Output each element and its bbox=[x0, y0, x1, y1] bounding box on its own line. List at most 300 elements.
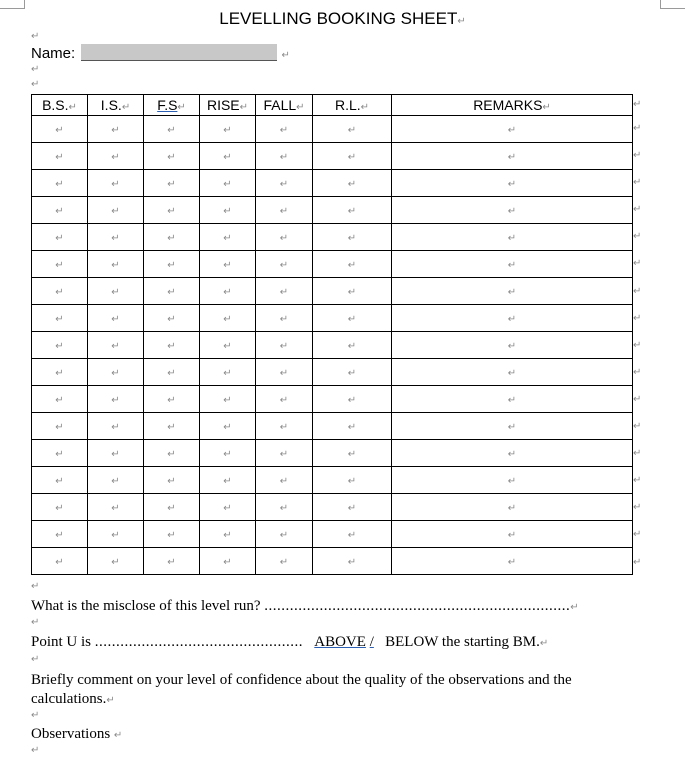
paragraph-mark-icon: ↵ bbox=[507, 449, 517, 460]
cell-rl[interactable] bbox=[313, 413, 392, 440]
paragraph-mark-icon: ↵ bbox=[347, 206, 357, 217]
paragraph-mark-icon: ↵ bbox=[111, 476, 120, 487]
table-row bbox=[32, 359, 633, 386]
paragraph-mark-icon: ↵ bbox=[31, 581, 40, 592]
paragraph-mark-icon: ↵ bbox=[347, 314, 357, 325]
paragraph-mark-icon: ↵ bbox=[279, 395, 289, 406]
cell-fs[interactable] bbox=[144, 548, 200, 575]
cell-fs[interactable] bbox=[144, 359, 200, 386]
row-end-mark-icon: ↵ bbox=[633, 448, 642, 460]
cell-rl[interactable] bbox=[313, 548, 392, 575]
paragraph-mark-icon: ↵ bbox=[347, 125, 357, 136]
row-end-mark-icon: ↵ bbox=[633, 502, 642, 514]
cell-rise[interactable] bbox=[200, 413, 256, 440]
cell-fs[interactable] bbox=[144, 521, 200, 548]
cell-is[interactable] bbox=[88, 440, 144, 467]
paragraph-mark-icon: ↵ bbox=[167, 152, 176, 163]
cell-bs[interactable] bbox=[32, 548, 88, 575]
name-row bbox=[31, 44, 290, 62]
cell-fs[interactable] bbox=[144, 197, 200, 224]
cell-is[interactable] bbox=[88, 467, 144, 494]
cell-fs[interactable] bbox=[144, 143, 200, 170]
paragraph-mark-icon: ↵ bbox=[111, 395, 120, 406]
cell-bs[interactable] bbox=[32, 278, 88, 305]
paragraph-mark-icon: ↵ bbox=[223, 287, 232, 298]
cell-rise[interactable] bbox=[200, 224, 256, 251]
paragraph-mark-icon: ↵ bbox=[279, 368, 289, 379]
row-end-mark-icon: ↵ bbox=[633, 393, 642, 405]
paragraph-mark-icon: ↵ bbox=[223, 125, 232, 136]
paragraph-mark-icon: ↵ bbox=[55, 449, 64, 460]
cell-fall[interactable] bbox=[256, 143, 313, 170]
cell-rise[interactable] bbox=[200, 359, 256, 386]
cell-rl[interactable] bbox=[313, 521, 392, 548]
column-header-remarks: REMARKS↵ bbox=[392, 95, 633, 116]
cell-is[interactable] bbox=[88, 170, 144, 197]
cell-is[interactable] bbox=[88, 494, 144, 521]
cell-remarks[interactable] bbox=[392, 386, 633, 413]
paragraph-mark-icon: ↵ bbox=[167, 368, 176, 379]
comment-question: Briefly comment on your level of confidence about the quality of the observations and the calculations.↵ bbox=[31, 672, 572, 707]
paragraph-mark-icon: ↵ bbox=[507, 287, 517, 298]
paragraph-mark-icon: ↵ bbox=[167, 179, 176, 190]
column-header-rl: R.L.↵ bbox=[313, 95, 392, 116]
paragraph-mark-icon: ↵ bbox=[55, 530, 64, 541]
table-row bbox=[32, 224, 633, 251]
paragraph-mark-icon: ↵ bbox=[55, 179, 64, 190]
paragraph-mark-icon: ↵ bbox=[55, 503, 64, 514]
paragraph-mark-icon: ↵ bbox=[507, 503, 517, 514]
cell-fs[interactable] bbox=[144, 116, 200, 143]
paragraph-mark-icon: ↵ bbox=[167, 395, 176, 406]
paragraph-mark-icon: ↵ bbox=[167, 557, 176, 568]
paragraph-mark-icon: ↵ bbox=[223, 449, 232, 460]
cell-remarks[interactable] bbox=[392, 467, 633, 494]
cell-bs[interactable] bbox=[32, 359, 88, 386]
cell-rl[interactable] bbox=[313, 116, 392, 143]
cell-is[interactable] bbox=[88, 197, 144, 224]
table-row bbox=[32, 251, 633, 278]
paragraph-mark-icon: ↵ bbox=[347, 152, 357, 163]
point-u-question: Point U is ................................................. ABOVE / BELOW the starting BM.↵ bbox=[31, 634, 549, 650]
cell-rl[interactable] bbox=[313, 467, 392, 494]
cell-fall[interactable] bbox=[256, 305, 313, 332]
cell-rise[interactable] bbox=[200, 386, 256, 413]
table-row bbox=[32, 467, 633, 494]
cell-rl[interactable] bbox=[313, 440, 392, 467]
cell-bs[interactable] bbox=[32, 494, 88, 521]
cell-rise[interactable] bbox=[200, 332, 256, 359]
cell-remarks[interactable] bbox=[392, 197, 633, 224]
paragraph-mark-icon: ↵ bbox=[507, 476, 517, 487]
paragraph-mark-icon: ↵ bbox=[347, 422, 357, 433]
cell-rl[interactable] bbox=[313, 224, 392, 251]
cell-fs[interactable] bbox=[144, 170, 200, 197]
paragraph-mark-icon: ↵ bbox=[167, 476, 176, 487]
column-header-rise: RISE↵ bbox=[200, 95, 256, 116]
paragraph-mark-icon: ↵ bbox=[347, 557, 357, 568]
cell-rl[interactable] bbox=[313, 332, 392, 359]
paragraph-mark-icon: ↵ bbox=[223, 422, 232, 433]
paragraph-mark-icon: ↵ bbox=[167, 260, 176, 271]
cell-rise[interactable] bbox=[200, 278, 256, 305]
cell-bs[interactable] bbox=[32, 440, 88, 467]
paragraph-mark-icon: ↵ bbox=[507, 341, 517, 352]
cell-rise[interactable] bbox=[200, 197, 256, 224]
cell-fall[interactable] bbox=[256, 278, 313, 305]
paragraph-mark-icon: ↵ bbox=[279, 449, 289, 460]
paragraph-mark-icon: ↵ bbox=[347, 449, 357, 460]
paragraph-mark-icon: ↵ bbox=[111, 260, 120, 271]
cell-is[interactable] bbox=[88, 116, 144, 143]
cell-bs[interactable] bbox=[32, 332, 88, 359]
table-row bbox=[32, 278, 633, 305]
paragraph-mark-icon: ↵ bbox=[31, 654, 40, 665]
row-end-mark-icon: ↵ bbox=[633, 258, 642, 270]
row-end-mark-icon: ↵ bbox=[633, 556, 642, 568]
table-row bbox=[32, 386, 633, 413]
paragraph-mark-icon: ↵ bbox=[507, 395, 517, 406]
paragraph-mark-icon: ↵ bbox=[167, 341, 176, 352]
cell-remarks[interactable] bbox=[392, 521, 633, 548]
cell-fs[interactable] bbox=[144, 305, 200, 332]
paragraph-mark-icon: ↵ bbox=[279, 125, 289, 136]
paragraph-mark-icon: ↵ bbox=[279, 341, 289, 352]
paragraph-mark-icon: ↵ bbox=[347, 260, 357, 271]
cell-fall[interactable] bbox=[256, 440, 313, 467]
cell-bs[interactable] bbox=[32, 521, 88, 548]
paragraph-mark-icon: ↵ bbox=[55, 152, 64, 163]
cell-rl[interactable] bbox=[313, 251, 392, 278]
paragraph-mark-icon: ↵ bbox=[111, 503, 120, 514]
paragraph-mark-icon: ↵ bbox=[31, 745, 40, 756]
paragraph-mark-icon: ↵ bbox=[111, 422, 120, 433]
paragraph-mark-icon: ↵ bbox=[223, 395, 232, 406]
cell-fs[interactable] bbox=[144, 467, 200, 494]
cell-rl[interactable] bbox=[313, 143, 392, 170]
cell-remarks[interactable] bbox=[392, 494, 633, 521]
paragraph-mark-icon: ↵ bbox=[167, 503, 176, 514]
paragraph-mark-icon: ↵ bbox=[507, 233, 517, 244]
paragraph-mark-icon: ↵ bbox=[279, 557, 289, 568]
paragraph-mark-icon: ↵ bbox=[279, 179, 289, 190]
cell-remarks[interactable] bbox=[392, 251, 633, 278]
table-row bbox=[32, 197, 633, 224]
paragraph-mark-icon: ↵ bbox=[223, 260, 232, 271]
row-end-mark-icon: ↵ bbox=[633, 204, 642, 216]
cell-remarks[interactable] bbox=[392, 278, 633, 305]
cell-bs[interactable] bbox=[32, 224, 88, 251]
paragraph-mark-icon: ↵ bbox=[167, 422, 176, 433]
name-label: Name: bbox=[31, 45, 76, 62]
paragraph-mark-icon: ↵ bbox=[347, 287, 357, 298]
cell-remarks[interactable] bbox=[392, 440, 633, 467]
paragraph-mark-icon: ↵ bbox=[457, 16, 466, 27]
paragraph-mark-icon: ↵ bbox=[279, 476, 289, 487]
paragraph-mark-icon: ↵ bbox=[55, 422, 64, 433]
row-end-mark-icon: ↵ bbox=[633, 339, 642, 351]
paragraph-mark-icon: ↵ bbox=[55, 314, 64, 325]
paragraph-mark-icon: ↵ bbox=[347, 476, 357, 487]
cell-fs[interactable] bbox=[144, 251, 200, 278]
paragraph-mark-icon: ↵ bbox=[55, 260, 64, 271]
paragraph-mark-icon: ↵ bbox=[55, 476, 64, 487]
row-end-mark-icon: ↵ bbox=[633, 475, 642, 487]
paragraph-mark-icon: ↵ bbox=[111, 206, 120, 217]
paragraph-mark-icon: ↵ bbox=[167, 314, 176, 325]
row-end-mark-icon: ↵ bbox=[633, 99, 642, 110]
paragraph-mark-icon: ↵ bbox=[55, 206, 64, 217]
point-u-answer-blank[interactable]: ................................................. bbox=[94, 634, 304, 650]
table-row bbox=[32, 143, 633, 170]
paragraph-mark-icon: ↵ bbox=[279, 233, 289, 244]
paragraph-mark-icon: ↵ bbox=[279, 530, 289, 541]
column-header-is: I.S.↵ bbox=[88, 95, 144, 116]
cell-bs[interactable] bbox=[32, 413, 88, 440]
paragraph-mark-icon: ↵ bbox=[507, 557, 517, 568]
paragraph-mark-icon: ↵ bbox=[347, 530, 357, 541]
cell-fall[interactable] bbox=[256, 494, 313, 521]
row-end-mark-icon: ↵ bbox=[633, 366, 642, 378]
paragraph-mark-icon: ↵ bbox=[223, 503, 232, 514]
paragraph-mark-icon: ↵ bbox=[507, 152, 517, 163]
cell-is[interactable] bbox=[88, 521, 144, 548]
cell-fall[interactable] bbox=[256, 548, 313, 575]
paragraph-mark-icon: ↵ bbox=[31, 64, 40, 75]
cell-fall[interactable] bbox=[256, 332, 313, 359]
paragraph-mark-icon: ↵ bbox=[111, 125, 120, 136]
paragraph-mark-icon: ↵ bbox=[279, 503, 289, 514]
cell-remarks[interactable] bbox=[392, 224, 633, 251]
cell-rise[interactable] bbox=[200, 116, 256, 143]
page-corner-marker-right bbox=[660, 0, 685, 9]
cell-is[interactable] bbox=[88, 305, 144, 332]
cell-is[interactable] bbox=[88, 224, 144, 251]
paragraph-mark-icon: ↵ bbox=[507, 206, 517, 217]
paragraph-mark-icon: ↵ bbox=[281, 50, 290, 61]
row-end-mark-icon: ↵ bbox=[633, 177, 642, 189]
cell-fall[interactable] bbox=[256, 413, 313, 440]
paragraph-mark-icon: ↵ bbox=[507, 179, 517, 190]
paragraph-mark-icon: ↵ bbox=[55, 368, 64, 379]
row-end-mark-icon: ↵ bbox=[633, 529, 642, 541]
table-row bbox=[32, 332, 633, 359]
paragraph-mark-icon: ↵ bbox=[111, 368, 120, 379]
cell-fs[interactable] bbox=[144, 413, 200, 440]
paragraph-mark-icon: ↵ bbox=[167, 530, 176, 541]
cell-is[interactable] bbox=[88, 278, 144, 305]
cell-fs[interactable] bbox=[144, 224, 200, 251]
cell-fall[interactable] bbox=[256, 116, 313, 143]
row-end-mark-icon: ↵ bbox=[633, 231, 642, 243]
paragraph-mark-icon: ↵ bbox=[31, 710, 40, 721]
name-redacted-field[interactable] bbox=[81, 44, 277, 61]
table-row bbox=[32, 413, 633, 440]
paragraph-mark-icon: ↵ bbox=[111, 314, 120, 325]
cell-is[interactable] bbox=[88, 143, 144, 170]
cell-remarks[interactable] bbox=[392, 359, 633, 386]
paragraph-mark-icon: ↵ bbox=[167, 449, 176, 460]
paragraph-mark-icon: ↵ bbox=[55, 341, 64, 352]
paragraph-mark-icon: ↵ bbox=[279, 206, 289, 217]
column-header-fs: F.S↵ bbox=[144, 95, 200, 116]
paragraph-mark-icon: ↵ bbox=[111, 557, 120, 568]
paragraph-mark-icon: ↵ bbox=[167, 233, 176, 244]
paragraph-mark-icon: ↵ bbox=[111, 449, 120, 460]
paragraph-mark-icon: ↵ bbox=[223, 233, 232, 244]
cell-rise[interactable] bbox=[200, 251, 256, 278]
paragraph-mark-icon: ↵ bbox=[507, 314, 517, 325]
paragraph-mark-icon: ↵ bbox=[223, 530, 232, 541]
paragraph-mark-icon: ↵ bbox=[111, 287, 120, 298]
paragraph-mark-icon: ↵ bbox=[279, 152, 289, 163]
table-row bbox=[32, 548, 633, 575]
row-end-mark-icon: ↵ bbox=[633, 150, 642, 162]
paragraph-mark-icon: ↵ bbox=[55, 125, 64, 136]
cell-fs[interactable] bbox=[144, 440, 200, 467]
cell-is[interactable] bbox=[88, 332, 144, 359]
paragraph-mark-icon: ↵ bbox=[347, 503, 357, 514]
paragraph-mark-icon: ↵ bbox=[111, 233, 120, 244]
cell-rise[interactable] bbox=[200, 440, 256, 467]
table-row bbox=[32, 521, 633, 548]
cell-fs[interactable] bbox=[144, 494, 200, 521]
observations-heading: Observations ↵ bbox=[31, 726, 123, 742]
paragraph-mark-icon: ↵ bbox=[347, 233, 357, 244]
paragraph-mark-icon: ↵ bbox=[31, 79, 40, 90]
cell-rl[interactable] bbox=[313, 386, 392, 413]
column-header-fall: FALL↵ bbox=[256, 95, 313, 116]
cell-rise[interactable] bbox=[200, 521, 256, 548]
cell-fall[interactable] bbox=[256, 467, 313, 494]
paragraph-mark-icon: ↵ bbox=[223, 341, 232, 352]
cell-fall[interactable] bbox=[256, 359, 313, 386]
option-separator: / bbox=[369, 634, 374, 650]
cell-fs[interactable] bbox=[144, 332, 200, 359]
misclose-question: What is the misclose of this level run? ........................................................................↵ bbox=[31, 598, 579, 614]
paragraph-mark-icon: ↵ bbox=[167, 287, 176, 298]
table-row bbox=[32, 170, 633, 197]
paragraph-mark-icon: ↵ bbox=[167, 125, 176, 136]
row-end-mark-icon: ↵ bbox=[633, 421, 642, 433]
cell-rl[interactable] bbox=[313, 197, 392, 224]
page-corner-marker-left bbox=[0, 0, 25, 9]
paragraph-mark-icon: ↵ bbox=[111, 530, 120, 541]
cell-bs[interactable] bbox=[32, 116, 88, 143]
paragraph-mark-icon: ↵ bbox=[223, 557, 232, 568]
paragraph-mark-icon: ↵ bbox=[111, 341, 120, 352]
paragraph-mark-icon: ↵ bbox=[55, 557, 64, 568]
paragraph-mark-icon: ↵ bbox=[347, 395, 357, 406]
paragraph-mark-icon: ↵ bbox=[279, 287, 289, 298]
paragraph-mark-icon: ↵ bbox=[167, 206, 176, 217]
row-end-mark-icon: ↵ bbox=[633, 312, 642, 324]
cell-bs[interactable] bbox=[32, 143, 88, 170]
cell-is[interactable] bbox=[88, 413, 144, 440]
cell-is[interactable] bbox=[88, 359, 144, 386]
cell-bs[interactable] bbox=[32, 305, 88, 332]
cell-fall[interactable] bbox=[256, 224, 313, 251]
cell-rise[interactable] bbox=[200, 494, 256, 521]
paragraph-mark-icon: ↵ bbox=[223, 368, 232, 379]
cell-fall[interactable] bbox=[256, 521, 313, 548]
table-row bbox=[32, 494, 633, 521]
cell-rl[interactable] bbox=[313, 170, 392, 197]
cell-rl[interactable] bbox=[313, 305, 392, 332]
paragraph-mark-icon: ↵ bbox=[279, 422, 289, 433]
paragraph-mark-icon: ↵ bbox=[223, 314, 232, 325]
paragraph-mark-icon: ↵ bbox=[55, 287, 64, 298]
table-row bbox=[32, 440, 633, 467]
cell-fall[interactable] bbox=[256, 251, 313, 278]
misclose-answer-blank[interactable]: ........................................................................ bbox=[264, 598, 571, 614]
column-header-bs: B.S.↵ bbox=[32, 95, 88, 116]
cell-rl[interactable] bbox=[313, 494, 392, 521]
paragraph-mark-icon: ↵ bbox=[507, 125, 517, 136]
cell-rise[interactable] bbox=[200, 467, 256, 494]
cell-fs[interactable] bbox=[144, 386, 200, 413]
cell-bs[interactable] bbox=[32, 386, 88, 413]
paragraph-mark-icon: ↵ bbox=[279, 314, 289, 325]
table-row bbox=[32, 305, 633, 332]
cell-rl[interactable] bbox=[313, 278, 392, 305]
cell-bs[interactable] bbox=[32, 197, 88, 224]
cell-rise[interactable] bbox=[200, 305, 256, 332]
cell-remarks[interactable] bbox=[392, 143, 633, 170]
table-header-row bbox=[32, 95, 633, 116]
cell-remarks[interactable] bbox=[392, 116, 633, 143]
cell-remarks[interactable] bbox=[392, 413, 633, 440]
table-row-end-marks bbox=[633, 94, 647, 576]
cell-bs[interactable] bbox=[32, 170, 88, 197]
cell-fs[interactable] bbox=[144, 278, 200, 305]
below-option[interactable]: BELOW the starting BM. bbox=[385, 634, 540, 650]
paragraph-mark-icon: ↵ bbox=[223, 206, 232, 217]
cell-fall[interactable] bbox=[256, 386, 313, 413]
paragraph-mark-icon: ↵ bbox=[507, 422, 517, 433]
cell-rise[interactable] bbox=[200, 548, 256, 575]
cell-remarks[interactable] bbox=[392, 548, 633, 575]
cell-bs[interactable] bbox=[32, 251, 88, 278]
paragraph-mark-icon: ↵ bbox=[223, 476, 232, 487]
cell-is[interactable] bbox=[88, 386, 144, 413]
paragraph-mark-icon: ↵ bbox=[55, 233, 64, 244]
row-end-mark-icon: ↵ bbox=[633, 123, 642, 134]
cell-rise[interactable] bbox=[200, 143, 256, 170]
table-row bbox=[32, 116, 633, 143]
cell-is[interactable] bbox=[88, 251, 144, 278]
cell-fall[interactable] bbox=[256, 170, 313, 197]
paragraph-mark-icon: ↵ bbox=[507, 260, 517, 271]
paragraph-mark-icon: ↵ bbox=[507, 530, 517, 541]
paragraph-mark-icon: ↵ bbox=[507, 368, 517, 379]
paragraph-mark-icon: ↵ bbox=[55, 395, 64, 406]
paragraph-mark-icon: ↵ bbox=[31, 31, 40, 42]
cell-rl[interactable] bbox=[313, 359, 392, 386]
cell-is[interactable] bbox=[88, 548, 144, 575]
cell-fall[interactable] bbox=[256, 197, 313, 224]
above-option[interactable]: ABOVE bbox=[314, 634, 366, 650]
paragraph-mark-icon: ↵ bbox=[279, 260, 289, 271]
cell-bs[interactable] bbox=[32, 467, 88, 494]
paragraph-mark-icon: ↵ bbox=[31, 617, 40, 628]
cell-remarks[interactable] bbox=[392, 170, 633, 197]
cell-remarks[interactable] bbox=[392, 305, 633, 332]
cell-rise[interactable] bbox=[200, 170, 256, 197]
cell-remarks[interactable] bbox=[392, 332, 633, 359]
paragraph-mark-icon: ↵ bbox=[111, 152, 120, 163]
paragraph-mark-icon: ↵ bbox=[347, 341, 357, 352]
